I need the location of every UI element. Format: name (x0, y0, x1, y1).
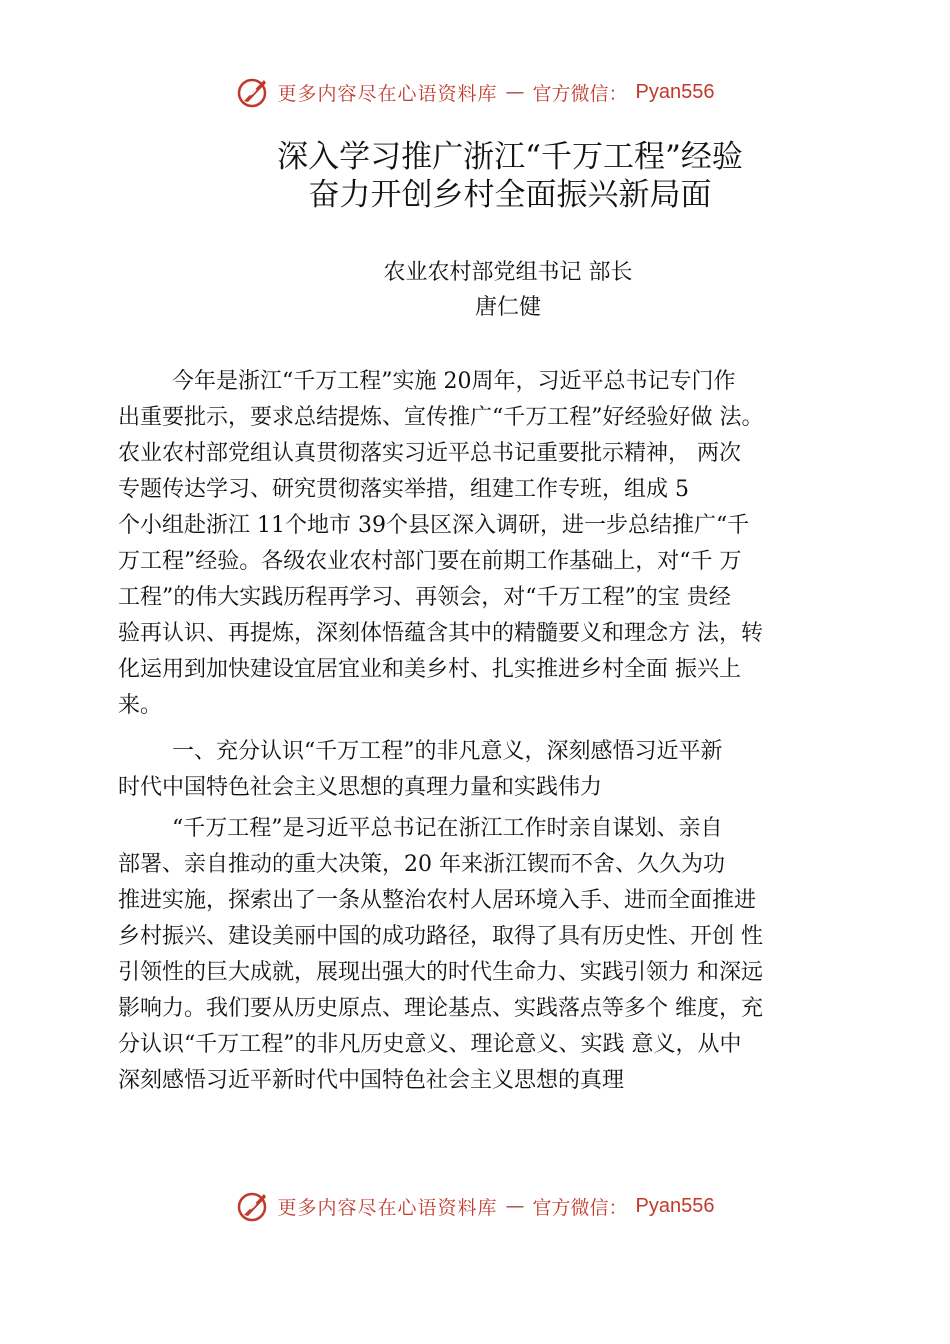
text-line: 化运用到加快建设宜居宜业和美乡村、扎实推进乡村全面 振兴上 (118, 657, 741, 682)
body-paragraph-1 (118, 364, 848, 724)
watermark-separator: — (505, 1195, 525, 1217)
watermark-wechat-label: 官方微信： (532, 1196, 628, 1219)
section-heading-1 (118, 734, 848, 806)
quill-logo-icon (236, 75, 270, 109)
document-title-line-2: 奋力开创乡村全面振兴新局面 (308, 177, 712, 213)
text-line: 万工程”经验。各级农业农村部门要在前期工作基础上，对“千 万 (118, 549, 742, 574)
text-line: 来。 (118, 693, 163, 718)
text-line: 引领性的巨大成就，展现出强大的时代生命力、实践引领力 和深远 (118, 960, 763, 985)
heading-line: 时代中国特色社会主义思想的真理力量和实践伟力 (118, 775, 603, 800)
text-line: 影响力。我们要从历史原点、理论基点、实践落点等多个 维度，充 (118, 996, 763, 1021)
watermark-wechat-id: Pyan556 (635, 1194, 715, 1217)
text-line: 出重要批示，要求总结提炼、宣传推广“千万工程”好经验好做 法。 (118, 405, 764, 430)
text-line: 验再认识、再提炼，深刻体悟蕴含其中的精髓要义和理念方 法，转 (118, 621, 763, 646)
watermark-banner-top (0, 72, 950, 112)
text-line: “千万工程”是习近平总书记在浙江工作时亲自谋划、亲自 (172, 816, 723, 841)
text-line: 深刻感悟习近平新时代中国特色社会主义思想的真理 (118, 1068, 625, 1093)
text-line: 分认识“千万工程”的非凡历史意义、理论意义、实践 意义，从中 (118, 1032, 742, 1057)
text-line: 部署、亲自推动的重大决策，20 年来浙江锲而不舍、久久为功 (118, 852, 725, 877)
author-role: 农业农村部党组书记 部长 (383, 260, 633, 285)
watermark-banner-bottom (0, 1186, 950, 1226)
watermark-brand: 更多内容尽在心语资料库 (277, 1196, 498, 1219)
document-title-line-1: 深入学习推广浙江“千万工程”经验 (277, 139, 743, 175)
text-line: 专题传达学习、研究贯彻落实举措，组建工作专班，组成 5 (118, 477, 689, 502)
body-paragraph-2 (118, 811, 848, 1099)
text-line: 个小组赴浙江 11个地市 39个县区深入调研，进一步总结推广“千 (118, 513, 750, 538)
text-line: 今年是浙江“千万工程”实施 20周年，习近平总书记专门作 (172, 369, 736, 394)
quill-logo-icon (236, 1189, 270, 1223)
text-line: 农业农村部党组认真贯彻落实习近平总书记重要批示精神， 两次 (118, 441, 741, 466)
author-name: 唐仁健 (474, 295, 541, 320)
text-line: 工程”的伟大实践历程再学习、再领会，对“千万工程”的宝 贵经 (118, 585, 731, 610)
watermark-brand: 更多内容尽在心语资料库 (277, 82, 498, 105)
watermark-separator: — (505, 81, 525, 103)
text-line: 推进实施，探索出了一条从整治农村人居环境入手、进而全面推进 (118, 888, 757, 913)
watermark-wechat-label: 官方微信： (532, 82, 628, 105)
watermark-wechat-id: Pyan556 (635, 80, 715, 103)
text-line: 乡村振兴、建设美丽中国的成功路径，取得了具有历史性、开创 性 (118, 924, 763, 949)
heading-line: 一、充分认识“千万工程”的非凡意义，深刻感悟习近平新 (172, 739, 723, 764)
